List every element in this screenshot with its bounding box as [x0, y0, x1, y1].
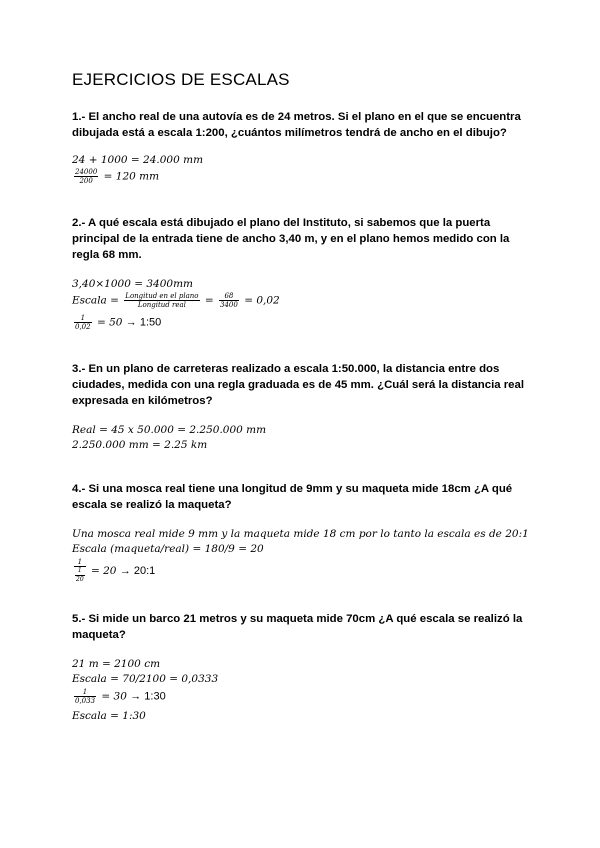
exercise-5-line-3: $\frac{1}{0,033}$ = 30 → 1:30 [75, 688, 166, 705]
exercise-4-scale-result: → 20:1 [119, 565, 156, 577]
exercise-5-question: 5.- Si mide un barco 21 metros y su maqueta mide 70cm ¿A qué escala se realizó la maqueta? [72, 613, 523, 641]
exercise-5-line-4: Escala = 1:30 [72, 710, 146, 722]
exercise-1-fraction: $\frac{24000}{200}$ [75, 168, 98, 185]
exercise-1-question: 1.- El ancho real de una autovía es de 24 metros. Si el plano en el que se encuentra dibujada está a escala 1:200, ¿cuántos milímetros tendrá de ancho en el dibujo? [72, 111, 521, 139]
document-title: EJERCICIOS DE ESCALAS [72, 70, 290, 89]
exercise-5-fraction: $\frac{1}{0,033}$ [75, 688, 96, 705]
exercise-2-line-3: $\frac{1}{0,02}$ = 50 → 1:50 [75, 314, 162, 331]
exercise-2-line-2: Escala = $\frac{\text{Longitud en el plano}}{\text{Longitud real}}$ = $\frac{68}{3400}$ = 0,02 [72, 292, 280, 309]
exercise-2-fraction-inverse: $\frac{1}{0,02}$ [75, 314, 91, 331]
exercise-3-line-2: 2.250.000 mm = 2.25 km [72, 439, 208, 451]
exercise-2-line-1: 3,40×1000 = 3400mm [72, 278, 194, 290]
exercise-1-line-2 [72, 168, 159, 185]
exercise-5-line-1: 21 m = 2100 cm [72, 658, 161, 670]
exercise-1-line-1: 24 + 1000 = 24.000 mm [72, 154, 204, 166]
exercise-1-result: = 120 mm [103, 170, 160, 183]
exercise-2-fraction-definition: $\frac{\text{Longitud en el plano}}{\text{Longitud real}}$ [125, 292, 199, 309]
exercise-3-line-1: Real = 45 x 50.000 = 2.250.000 mm [72, 424, 267, 436]
exercise-2-question: 2.- A qué escala está dibujado el plano del Instituto, si sabemos que la puerta principal de la entrada tiene de ancho 3,40 m, y en el plano hemos medido con la regla 68 mm. [72, 217, 510, 261]
exercise-4-line-1: Una mosca real mide 9 mm y la maqueta mide 18 cm por lo tanto la escala es de 20:1 [72, 528, 529, 540]
exercise-2-scale-result: → 1:50 [125, 316, 162, 329]
exercise-4-line-3: $\frac{1}{\frac{1}{20}}$ = 20 → 20:1 [76, 558, 156, 583]
exercise-4-question: 4.- Si una mosca real tiene una longitud de 9mm y su maqueta mide 18cm ¿A qué escala se realizó la maqueta? [72, 483, 513, 511]
exercise-5-line-2: Escala = 70/2100 = 0,0333 [72, 673, 219, 685]
exercise-3-question: 3.- En un plano de carreteras realizado a escala 1:50.000, la distancia entre dos ciudades, medida con una regla graduada es de 45 mm. ¿Cuál será la distancia real expresada en kilómetros? [72, 363, 524, 407]
exercise-2-fraction-values: $\frac{68}{3400}$ [220, 292, 238, 309]
exercise-5-scale-result: → 1:30 [130, 690, 166, 703]
exercise-4-line-2: Escala (maqueta/real) = 180/9 = 20 [72, 543, 264, 555]
exercise-4-fraction: $\frac{1}{\frac{1}{20}}$ [76, 558, 84, 583]
